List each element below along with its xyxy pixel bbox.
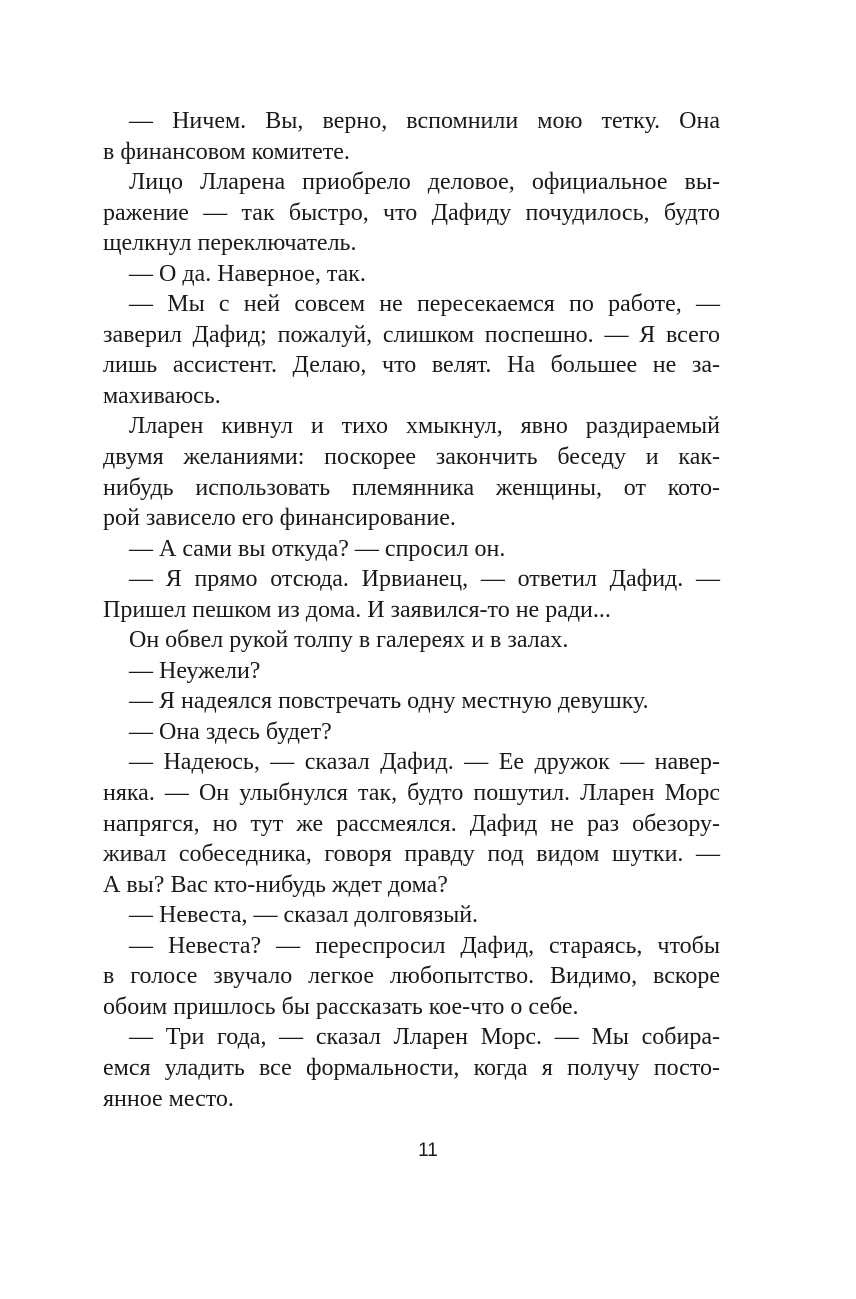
text-line: — Неужели? — [129, 657, 261, 684]
text-line: — Я надеялся повстречать одну местную девушку. — [129, 688, 649, 715]
text-line: нибудь использовать племянника женщины, от кото- — [103, 474, 720, 501]
text-line: Он обвел рукой толпу в галереях и в залах. — [129, 627, 569, 654]
text-line: Лицо Лларена приобрело деловое, официальное вы- — [129, 169, 720, 196]
text-line: — Ничем. Вы, верно, вспомнили мою тетку. Она — [129, 108, 720, 134]
text-line: А вы? Вас кто-нибудь ждет дома? — [103, 871, 448, 898]
text-line: рой зависело его финансирование. — [103, 505, 456, 532]
page-number: 11 — [418, 1140, 438, 1161]
text-line: — Невеста, — сказал долговязый. — [129, 902, 479, 929]
text-line: обоим пришлось бы рассказать кое-что о себе. — [103, 993, 579, 1020]
text-line: — Надеюсь, — сказал Дафид. — Ее дружок — навер- — [129, 749, 720, 776]
text-line: в финансовом комитете. — [103, 138, 350, 165]
text-line: щелкнул переключатель. — [103, 230, 357, 257]
text-line: махиваюсь. — [103, 382, 221, 409]
text-line: — Невеста? — переспросил Дафид, стараясь, чтобы — [129, 932, 720, 959]
text-line: ражение — так быстро, что Дафиду почудилось, будто — [103, 199, 720, 226]
text-line: — О да. Наверное, так. — [129, 260, 366, 287]
text-line: янное место. — [103, 1085, 234, 1112]
text-line: живал собеседника, говоря правду под видом шутки. — — [103, 841, 720, 868]
text-line: напрягся, но тут же рассмеялся. Дафид не раз обезору- — [103, 810, 720, 837]
text-line: в голосе звучало легкое любопытство. Видимо, вскоре — [103, 963, 720, 990]
text-line: — Она здесь будет? — [129, 718, 332, 745]
text-line: двумя желаниями: поскорее закончить беседу и как- — [103, 444, 720, 471]
text-line: заверил Дафид; пожалуй, слишком поспешно. — Я всего — [103, 321, 720, 348]
text-line: Пришел пешком из дома. И заявился-то не ради... — [103, 596, 611, 623]
text-line: — Мы с ней совсем не пересекаемся по работе, — — [129, 291, 720, 318]
text-line: — Три года, — сказал Лларен Морс. — Мы собира- — [129, 1024, 720, 1051]
text-line: няка. — Он улыбнулся так, будто пошутил. Лларен Морс — [103, 780, 720, 807]
text-line: емся уладить все формальности, когда я получу посто- — [103, 1054, 720, 1081]
text-line: Лларен кивнул и тихо хмыкнул, явно раздираемый — [129, 413, 720, 440]
text-line: — Я прямо отсюда. Ирвианец, — ответил Дафид. — — [129, 566, 720, 593]
body-text — [103, 106, 720, 1114]
text-line: — А сами вы откуда? — спросил он. — [129, 535, 506, 562]
text-line: лишь ассистент. Делаю, что велят. На большее не за- — [103, 352, 720, 379]
